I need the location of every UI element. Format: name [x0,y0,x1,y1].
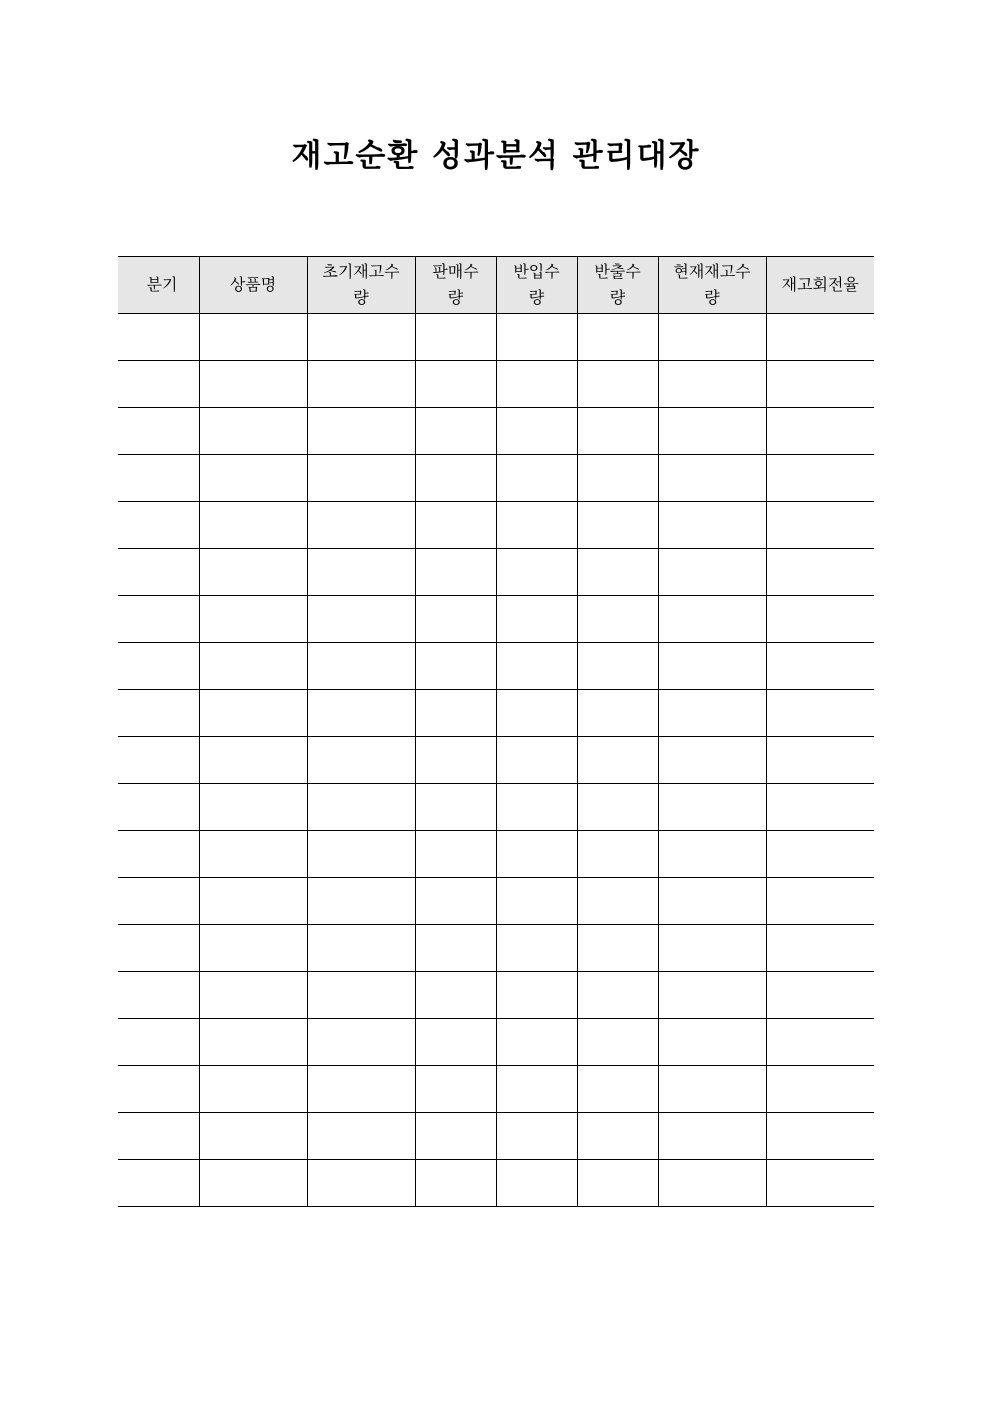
cell-quarter[interactable] [118,1019,199,1066]
table-row [118,784,874,831]
cell-sales-qty[interactable] [415,455,496,502]
cell-turnover-rate[interactable] [766,831,874,878]
column-header-current-stock: 현재재고수량 [658,257,766,314]
page-title: 재고순환 성과분석 관리대장 [291,138,701,174]
column-header-sales-qty: 판매수량 [415,257,496,314]
cell-initial-stock[interactable] [307,314,415,361]
table-row [118,925,874,972]
cell-initial-stock[interactable] [307,1113,415,1160]
cell-product-name[interactable] [199,925,307,972]
cell-current-stock[interactable] [658,1019,766,1066]
cell-product-name[interactable] [199,549,307,596]
cell-inbound-qty[interactable] [496,784,577,831]
cell-product-name[interactable] [199,1113,307,1160]
cell-outbound-qty[interactable] [577,737,658,784]
cell-quarter[interactable] [118,831,199,878]
cell-current-stock[interactable] [658,596,766,643]
ledger-table [118,256,874,1207]
table-row [118,690,874,737]
cell-initial-stock[interactable] [307,549,415,596]
cell-product-name[interactable] [199,1066,307,1113]
cell-sales-qty[interactable] [415,1160,496,1207]
cell-current-stock[interactable] [658,925,766,972]
cell-current-stock[interactable] [658,361,766,408]
cell-initial-stock[interactable] [307,1066,415,1113]
cell-initial-stock[interactable] [307,831,415,878]
cell-turnover-rate[interactable] [766,643,874,690]
cell-initial-stock[interactable] [307,361,415,408]
cell-inbound-qty[interactable] [496,502,577,549]
column-header-quarter: 분기 [118,257,199,314]
cell-turnover-rate[interactable] [766,1019,874,1066]
cell-outbound-qty[interactable] [577,502,658,549]
table-row [118,314,874,361]
table-row [118,596,874,643]
cell-quarter[interactable] [118,314,199,361]
cell-inbound-qty[interactable] [496,878,577,925]
cell-sales-qty[interactable] [415,737,496,784]
cell-sales-qty[interactable] [415,502,496,549]
cell-sales-qty[interactable] [415,690,496,737]
header-row [118,257,874,314]
cell-current-stock[interactable] [658,455,766,502]
cell-quarter[interactable] [118,878,199,925]
cell-turnover-rate[interactable] [766,878,874,925]
ledger-body [118,314,874,1207]
cell-outbound-qty[interactable] [577,878,658,925]
cell-turnover-rate[interactable] [766,1066,874,1113]
table-row [118,643,874,690]
cell-initial-stock[interactable] [307,878,415,925]
cell-product-name[interactable] [199,972,307,1019]
cell-sales-qty[interactable] [415,596,496,643]
cell-sales-qty[interactable] [415,1113,496,1160]
cell-turnover-rate[interactable] [766,972,874,1019]
cell-initial-stock[interactable] [307,690,415,737]
cell-current-stock[interactable] [658,831,766,878]
cell-current-stock[interactable] [658,737,766,784]
cell-quarter[interactable] [118,1160,199,1207]
cell-inbound-qty[interactable] [496,1113,577,1160]
cell-inbound-qty[interactable] [496,925,577,972]
cell-current-stock[interactable] [658,408,766,455]
cell-sales-qty[interactable] [415,549,496,596]
cell-inbound-qty[interactable] [496,361,577,408]
cell-turnover-rate[interactable] [766,455,874,502]
cell-initial-stock[interactable] [307,784,415,831]
cell-inbound-qty[interactable] [496,549,577,596]
cell-initial-stock[interactable] [307,455,415,502]
cell-product-name[interactable] [199,455,307,502]
cell-initial-stock[interactable] [307,643,415,690]
cell-current-stock[interactable] [658,690,766,737]
cell-sales-qty[interactable] [415,972,496,1019]
cell-outbound-qty[interactable] [577,1019,658,1066]
cell-product-name[interactable] [199,878,307,925]
cell-outbound-qty[interactable] [577,1113,658,1160]
cell-sales-qty[interactable] [415,784,496,831]
cell-sales-qty[interactable] [415,1066,496,1113]
table-row [118,878,874,925]
cell-outbound-qty[interactable] [577,690,658,737]
cell-turnover-rate[interactable] [766,314,874,361]
cell-current-stock[interactable] [658,314,766,361]
cell-turnover-rate[interactable] [766,690,874,737]
cell-quarter[interactable] [118,737,199,784]
cell-turnover-rate[interactable] [766,502,874,549]
cell-current-stock[interactable] [658,1113,766,1160]
table-row [118,1160,874,1207]
cell-outbound-qty[interactable] [577,1066,658,1113]
cell-quarter[interactable] [118,1113,199,1160]
cell-turnover-rate[interactable] [766,925,874,972]
cell-quarter[interactable] [118,1066,199,1113]
cell-product-name[interactable] [199,784,307,831]
cell-quarter[interactable] [118,643,199,690]
cell-quarter[interactable] [118,408,199,455]
cell-product-name[interactable] [199,314,307,361]
cell-turnover-rate[interactable] [766,1113,874,1160]
cell-quarter[interactable] [118,596,199,643]
column-header-outbound-qty: 반출수량 [577,257,658,314]
cell-current-stock[interactable] [658,784,766,831]
cell-product-name[interactable] [199,502,307,549]
cell-turnover-rate[interactable] [766,408,874,455]
table-row [118,549,874,596]
cell-inbound-qty[interactable] [496,1066,577,1113]
cell-quarter[interactable] [118,784,199,831]
cell-outbound-qty[interactable] [577,596,658,643]
cell-outbound-qty[interactable] [577,361,658,408]
cell-sales-qty[interactable] [415,408,496,455]
cell-inbound-qty[interactable] [496,596,577,643]
cell-quarter[interactable] [118,690,199,737]
cell-quarter[interactable] [118,455,199,502]
cell-inbound-qty[interactable] [496,1019,577,1066]
cell-turnover-rate[interactable] [766,1160,874,1207]
cell-sales-qty[interactable] [415,314,496,361]
cell-outbound-qty[interactable] [577,831,658,878]
column-header-turnover-rate: 재고회전율 [766,257,874,314]
cell-current-stock[interactable] [658,1066,766,1113]
table-row [118,831,874,878]
table-row [118,1019,874,1066]
cell-turnover-rate[interactable] [766,361,874,408]
cell-outbound-qty[interactable] [577,455,658,502]
table-row [118,361,874,408]
cell-inbound-qty[interactable] [496,737,577,784]
cell-quarter[interactable] [118,502,199,549]
cell-inbound-qty[interactable] [496,643,577,690]
column-header-initial-stock: 초기재고수량 [307,257,415,314]
cell-product-name[interactable] [199,408,307,455]
cell-inbound-qty[interactable] [496,314,577,361]
cell-outbound-qty[interactable] [577,972,658,1019]
cell-product-name[interactable] [199,1160,307,1207]
cell-sales-qty[interactable] [415,925,496,972]
table-row [118,408,874,455]
cell-initial-stock[interactable] [307,502,415,549]
column-header-inbound-qty: 반입수량 [496,257,577,314]
cell-quarter[interactable] [118,972,199,1019]
cell-current-stock[interactable] [658,502,766,549]
cell-sales-qty[interactable] [415,831,496,878]
cell-turnover-rate[interactable] [766,784,874,831]
cell-initial-stock[interactable] [307,1160,415,1207]
cell-product-name[interactable] [199,690,307,737]
cell-initial-stock[interactable] [307,925,415,972]
cell-turnover-rate[interactable] [766,737,874,784]
cell-turnover-rate[interactable] [766,596,874,643]
cell-outbound-qty[interactable] [577,784,658,831]
table-row [118,1113,874,1160]
cell-product-name[interactable] [199,1019,307,1066]
cell-quarter[interactable] [118,925,199,972]
cell-inbound-qty[interactable] [496,408,577,455]
cell-product-name[interactable] [199,596,307,643]
table-row [118,737,874,784]
cell-initial-stock[interactable] [307,596,415,643]
cell-initial-stock[interactable] [307,1019,415,1066]
cell-outbound-qty[interactable] [577,549,658,596]
cell-initial-stock[interactable] [307,972,415,1019]
cell-outbound-qty[interactable] [577,925,658,972]
table-row [118,502,874,549]
cell-sales-qty[interactable] [415,1019,496,1066]
cell-product-name[interactable] [199,643,307,690]
cell-product-name[interactable] [199,831,307,878]
cell-inbound-qty[interactable] [496,972,577,1019]
cell-outbound-qty[interactable] [577,643,658,690]
cell-sales-qty[interactable] [415,643,496,690]
cell-initial-stock[interactable] [307,737,415,784]
column-header-product-name: 상품명 [199,257,307,314]
cell-turnover-rate[interactable] [766,549,874,596]
cell-sales-qty[interactable] [415,878,496,925]
cell-quarter[interactable] [118,361,199,408]
cell-inbound-qty[interactable] [496,1160,577,1207]
table-row [118,455,874,502]
cell-outbound-qty[interactable] [577,314,658,361]
cell-outbound-qty[interactable] [577,408,658,455]
cell-inbound-qty[interactable] [496,455,577,502]
cell-current-stock[interactable] [658,878,766,925]
cell-outbound-qty[interactable] [577,1160,658,1207]
cell-current-stock[interactable] [658,549,766,596]
cell-current-stock[interactable] [658,1160,766,1207]
table-row [118,1066,874,1113]
cell-initial-stock[interactable] [307,408,415,455]
cell-quarter[interactable] [118,549,199,596]
table-row [118,972,874,1019]
cell-inbound-qty[interactable] [496,690,577,737]
cell-product-name[interactable] [199,361,307,408]
cell-current-stock[interactable] [658,643,766,690]
cell-inbound-qty[interactable] [496,831,577,878]
cell-current-stock[interactable] [658,972,766,1019]
cell-product-name[interactable] [199,737,307,784]
cell-sales-qty[interactable] [415,361,496,408]
